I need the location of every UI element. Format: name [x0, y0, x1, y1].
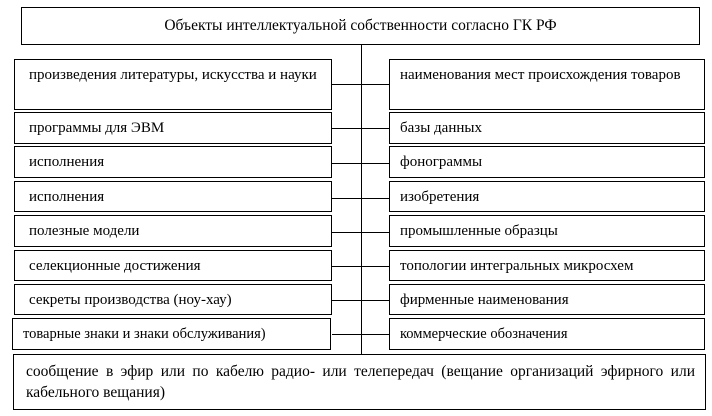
item-label: коммерческие обозначения: [400, 326, 568, 342]
right-item-commercial-designations: [389, 318, 705, 350]
connector-left-0: [332, 84, 361, 85]
connector-left-1: [332, 128, 361, 129]
connector-right-6: [362, 300, 389, 301]
left-item-performances-2: [14, 181, 332, 212]
left-item-trade-secrets: [14, 284, 332, 315]
right-item-databases: [389, 112, 705, 144]
item-label: топологии интегральных микросхем: [400, 258, 634, 274]
item-label: исполнения: [29, 189, 105, 205]
connector-left-3: [332, 198, 361, 199]
bottom-item-broadcasting: [13, 354, 706, 410]
item-label: базы данных: [400, 120, 482, 136]
item-label: изобретения: [400, 189, 480, 205]
connector-right-0: [362, 84, 389, 85]
connector-left-7: [332, 334, 361, 335]
right-item-phonograms: [389, 146, 705, 178]
item-label: секреты производства (ноу-хау): [29, 292, 232, 308]
connector-right-2: [362, 163, 389, 164]
item-label: сообщение в эфир или по кабелю радио- или телепередач (вещание организаций эфирного или кабельного вещания): [26, 363, 695, 401]
right-item-inventions: [389, 181, 705, 212]
item-label: промышленные образцы: [400, 223, 558, 239]
item-label: товарные знаки и знаки обслуживания): [23, 326, 266, 342]
diagram-title: Объекты интеллектуальной собственности согласно ГК РФ: [164, 17, 557, 34]
left-item-computer-programs: [14, 112, 332, 144]
connector-right-3: [362, 198, 389, 199]
item-label: полезные модели: [29, 223, 140, 239]
left-item-literature: [14, 59, 332, 110]
connector-left-6: [332, 300, 361, 301]
connector-left-4: [332, 232, 361, 233]
item-label: фонограммы: [400, 154, 483, 170]
right-item-industrial-designs: [389, 215, 705, 247]
diagram-title-box: [21, 7, 700, 45]
right-item-geographical-indications: [389, 59, 705, 110]
left-item-performances-1: [14, 146, 332, 178]
right-item-trade-names: [389, 284, 705, 315]
connector-left-5: [332, 266, 361, 267]
left-item-breeding-achievements: [14, 250, 332, 281]
connector-right-7: [362, 334, 389, 335]
left-item-utility-models: [14, 215, 332, 247]
item-label: фирменные наименования: [400, 292, 569, 308]
connector-right-1: [362, 128, 389, 129]
right-item-ic-topologies: [389, 250, 705, 281]
item-label: селекционные достижения: [29, 258, 201, 274]
connector-right-4: [362, 232, 389, 233]
connector-right-5: [362, 266, 389, 267]
item-label: программы для ЭВМ: [29, 120, 165, 136]
item-label: исполнения: [29, 154, 105, 170]
left-item-trademarks: [12, 318, 331, 350]
item-label: наименования мест происхождения товаров: [400, 67, 681, 83]
connector-left-2: [332, 163, 361, 164]
item-label: произведения литературы, искусства и науки: [29, 67, 317, 83]
